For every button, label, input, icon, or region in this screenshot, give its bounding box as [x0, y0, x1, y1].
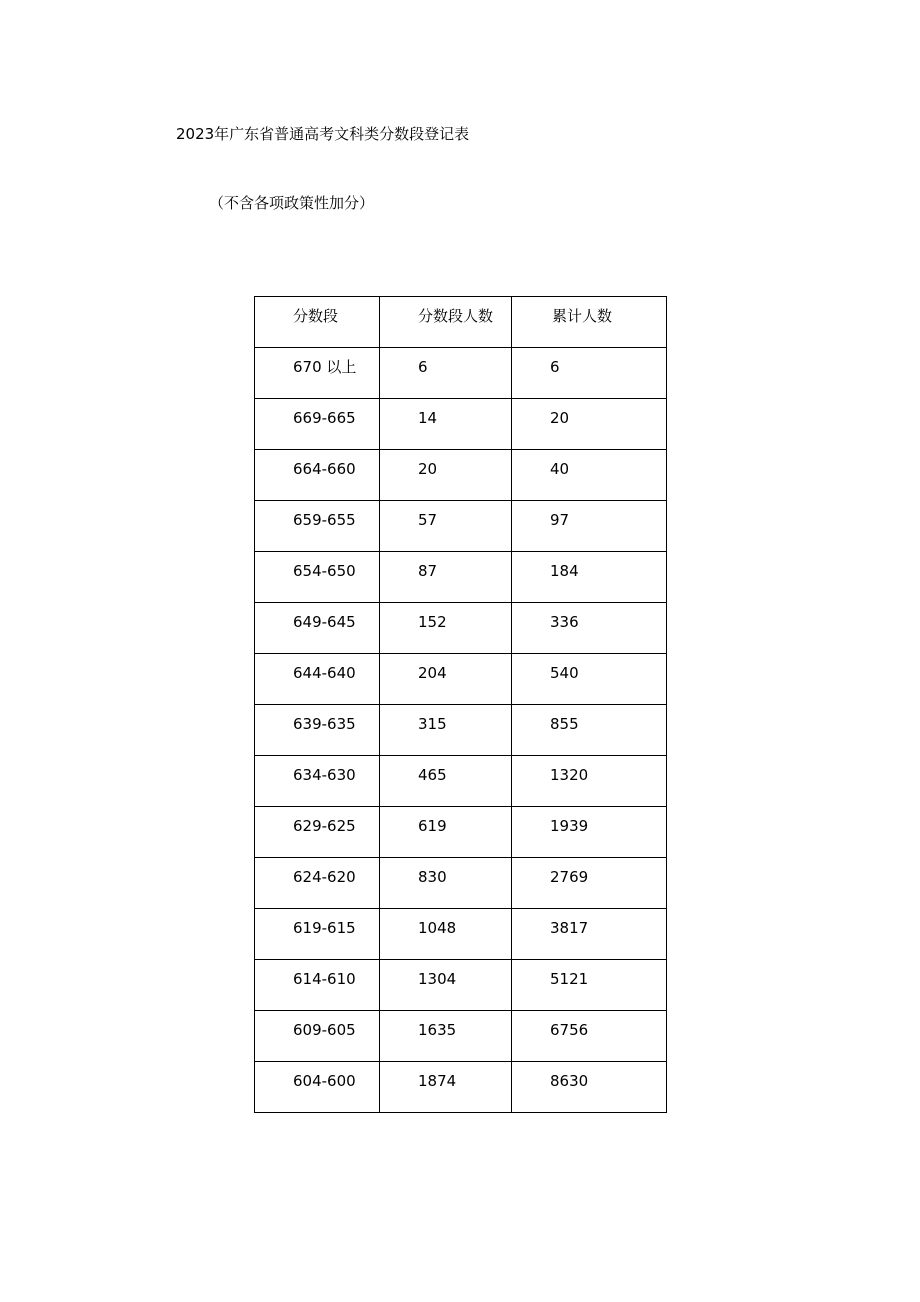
- cell-segment-count: [380, 756, 512, 807]
- table-row: [255, 603, 667, 654]
- cell-segment-count-value: 1304: [418, 970, 457, 988]
- cell-cumulative-count: [512, 603, 667, 654]
- cell-cumulative-count-value: 5121: [550, 970, 589, 988]
- cell-segment-count: [380, 603, 512, 654]
- cell-cumulative-count: [512, 909, 667, 960]
- cell-cumulative-count: [512, 960, 667, 1011]
- cell-segment-count-value: 6: [418, 358, 428, 376]
- cell-score-range-value: 634-630: [293, 766, 356, 784]
- cell-cumulative-count: [512, 756, 667, 807]
- header-score-range: [255, 297, 380, 348]
- cell-segment-count: [380, 858, 512, 909]
- cell-segment-count-value: 57: [418, 511, 438, 529]
- cell-segment-count: [380, 960, 512, 1011]
- cell-segment-count: [380, 552, 512, 603]
- table-row: [255, 705, 667, 756]
- cell-score-range-value: 624-620: [293, 868, 356, 886]
- cell-segment-count-value: 20: [418, 460, 438, 478]
- cell-segment-count-value: 1874: [418, 1072, 457, 1090]
- cell-segment-count-value: 14: [418, 409, 438, 427]
- cell-score-range: [255, 807, 380, 858]
- cell-score-range: [255, 348, 380, 399]
- cell-segment-count-value: 87: [418, 562, 438, 580]
- cell-segment-count: [380, 807, 512, 858]
- table-row: [255, 552, 667, 603]
- cell-score-range-value: 669-665: [293, 409, 356, 427]
- cell-score-range-value: 670 以上: [293, 358, 357, 376]
- cell-score-range: [255, 654, 380, 705]
- table-row: [255, 1011, 667, 1062]
- cell-score-range: [255, 450, 380, 501]
- table-row: [255, 1062, 667, 1113]
- cell-cumulative-count-value: 336: [550, 613, 579, 631]
- cell-score-range-value: 614-610: [293, 970, 356, 988]
- cell-segment-count-value: 315: [418, 715, 447, 733]
- cell-score-range-value: 659-655: [293, 511, 356, 529]
- cell-cumulative-count: [512, 399, 667, 450]
- cell-cumulative-count: [512, 1062, 667, 1113]
- table-row: [255, 501, 667, 552]
- header-cumulative-count-label: 累计人数: [552, 307, 613, 325]
- cell-score-range-value: 604-600: [293, 1072, 356, 1090]
- cell-segment-count-value: 1048: [418, 919, 457, 937]
- cell-segment-count-value: 619: [418, 817, 447, 835]
- cell-cumulative-count-value: 2769: [550, 868, 589, 886]
- cell-score-range: [255, 909, 380, 960]
- table-row: [255, 348, 667, 399]
- cell-cumulative-count-value: 6: [550, 358, 560, 376]
- cell-score-range-value: 629-625: [293, 817, 356, 835]
- cell-score-range-value: 619-615: [293, 919, 356, 937]
- cell-score-range: [255, 858, 380, 909]
- cell-segment-count: [380, 501, 512, 552]
- table-row: [255, 909, 667, 960]
- cell-score-range-value: 644-640: [293, 664, 356, 682]
- cell-segment-count-value: 1635: [418, 1021, 457, 1039]
- cell-score-range: [255, 705, 380, 756]
- table-row: [255, 450, 667, 501]
- cell-cumulative-count: [512, 807, 667, 858]
- cell-segment-count-value: 152: [418, 613, 447, 631]
- score-distribution-table: [254, 296, 667, 1113]
- table-row: [255, 960, 667, 1011]
- cell-segment-count: [380, 705, 512, 756]
- cell-cumulative-count: [512, 858, 667, 909]
- cell-score-range: [255, 1062, 380, 1113]
- cell-segment-count: [380, 654, 512, 705]
- header-segment-count: [380, 297, 512, 348]
- cell-cumulative-count-value: 20: [550, 409, 570, 427]
- cell-segment-count-value: 204: [418, 664, 447, 682]
- cell-cumulative-count-value: 184: [550, 562, 579, 580]
- cell-score-range-value: 664-660: [293, 460, 356, 478]
- cell-cumulative-count: [512, 654, 667, 705]
- table-row: [255, 654, 667, 705]
- cell-score-range: [255, 1011, 380, 1062]
- cell-segment-count: [380, 399, 512, 450]
- table-row: [255, 858, 667, 909]
- header-score-range-label: 分数段: [293, 307, 339, 325]
- table-header-row: [255, 297, 667, 348]
- table-row: [255, 756, 667, 807]
- cell-cumulative-count-value: 540: [550, 664, 579, 682]
- cell-score-range-value: 654-650: [293, 562, 356, 580]
- cell-score-range-value: 649-645: [293, 613, 356, 631]
- cell-cumulative-count: [512, 348, 667, 399]
- cell-cumulative-count: [512, 1011, 667, 1062]
- cell-segment-count-value: 465: [418, 766, 447, 784]
- cell-score-range: [255, 603, 380, 654]
- cell-score-range: [255, 960, 380, 1011]
- document-title: 2023年广东省普通高考文科类分数段登记表: [176, 125, 470, 143]
- header-cumulative-count: [512, 297, 667, 348]
- cell-cumulative-count-value: 97: [550, 511, 570, 529]
- cell-segment-count: [380, 1062, 512, 1113]
- cell-cumulative-count-value: 1939: [550, 817, 589, 835]
- table-row: [255, 399, 667, 450]
- cell-cumulative-count: [512, 501, 667, 552]
- cell-cumulative-count-value: 6756: [550, 1021, 589, 1039]
- cell-segment-count: [380, 450, 512, 501]
- cell-cumulative-count-value: 1320: [550, 766, 589, 784]
- cell-score-range: [255, 501, 380, 552]
- cell-cumulative-count-value: 8630: [550, 1072, 589, 1090]
- cell-score-range: [255, 552, 380, 603]
- cell-score-range-value: 639-635: [293, 715, 356, 733]
- cell-cumulative-count-value: 40: [550, 460, 570, 478]
- cell-score-range: [255, 756, 380, 807]
- cell-cumulative-count: [512, 450, 667, 501]
- cell-score-range: [255, 399, 380, 450]
- cell-cumulative-count-value: 3817: [550, 919, 589, 937]
- cell-cumulative-count: [512, 552, 667, 603]
- cell-cumulative-count: [512, 705, 667, 756]
- cell-score-range-value: 609-605: [293, 1021, 356, 1039]
- document-subtitle: （不含各项政策性加分）: [209, 194, 375, 212]
- table-body: [255, 348, 667, 1113]
- header-segment-count-label: 分数段人数: [418, 307, 494, 325]
- table-row: [255, 807, 667, 858]
- cell-segment-count: [380, 909, 512, 960]
- cell-segment-count-value: 830: [418, 868, 447, 886]
- cell-segment-count: [380, 348, 512, 399]
- cell-segment-count: [380, 1011, 512, 1062]
- cell-cumulative-count-value: 855: [550, 715, 579, 733]
